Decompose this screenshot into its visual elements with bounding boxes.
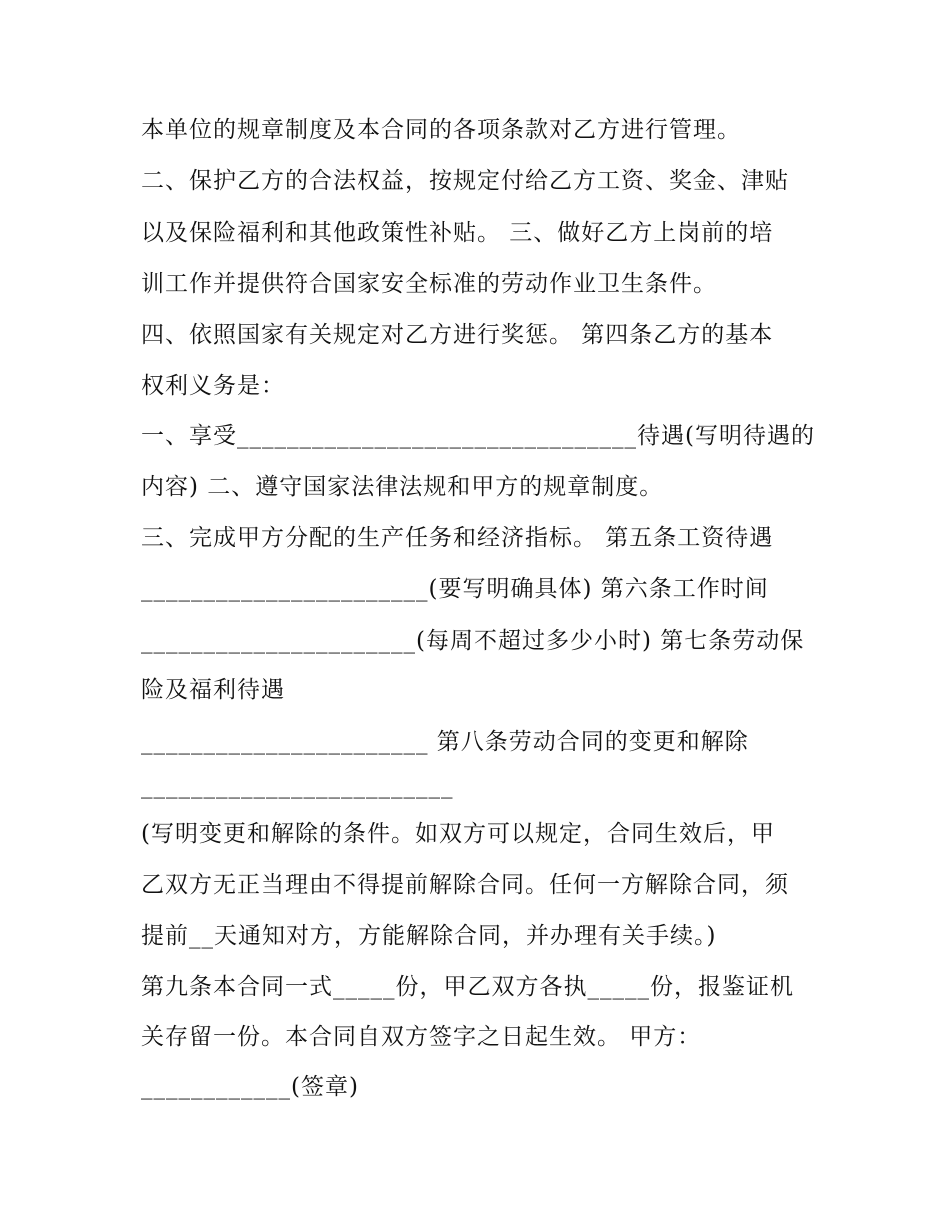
- paragraph-line-7: 一、享受________________________________待遇(写明待遇的: [141, 423, 815, 449]
- paragraph-line-13: _______________________ 第八条劳动合同的变更和解除: [141, 729, 749, 755]
- paragraph-line-11: ______________________(每周不超过多少小时) 第七条劳动保: [141, 628, 805, 654]
- paragraph-line-5: 四、依照国家有关规定对乙方进行奖惩。 第四条乙方的基本: [141, 322, 774, 348]
- paragraph-line-10: _______________________(要写明确具体) 第六条工作时间: [141, 576, 769, 602]
- paragraph-line-19: 关存留一份。本合同自双方签字之日起生效。 甲方：: [141, 1024, 702, 1050]
- paragraph-line-18: 第九条本合同一式_____份，甲乙双方各执_____份，报鉴证机: [141, 974, 794, 1000]
- paragraph-line-17: 提前__天通知对方，方能解除合同，并办理有关手续。): [141, 923, 717, 949]
- paragraph-line-16: 乙双方无正当理由不得提前解除合同。任何一方解除合同，须: [141, 872, 789, 898]
- paragraph-line-8: 内容) 二、遵守国家法律法规和甲方的规章制度。: [141, 474, 664, 500]
- paragraph-line-9: 三、完成甲方分配的生产任务和经济指标。 第五条工资待遇: [141, 525, 774, 551]
- paragraph-line-12: 险及福利待遇: [141, 677, 285, 703]
- paragraph-line-6: 权利义务是：: [141, 373, 285, 399]
- paragraph-line-15: (写明变更和解除的条件。如双方可以规定，合同生效后，甲: [141, 821, 775, 847]
- paragraph-line-4: 训工作并提供符合国家安全标准的劳动作业卫生条件。: [141, 271, 717, 297]
- paragraph-line-3: 以及保险福利和其他政策性补贴。 三、做好乙方上岗前的培: [141, 220, 774, 246]
- paragraph-line-2: 二、保护乙方的合法权益，按规定付给乙方工资、奖金、津贴: [141, 168, 789, 194]
- paragraph-line-14: _________________________: [141, 773, 454, 799]
- paragraph-line-1: 本单位的规章制度及本合同的各项条款对乙方进行管理。: [141, 117, 741, 143]
- paragraph-line-20: ____________(签章): [141, 1074, 359, 1100]
